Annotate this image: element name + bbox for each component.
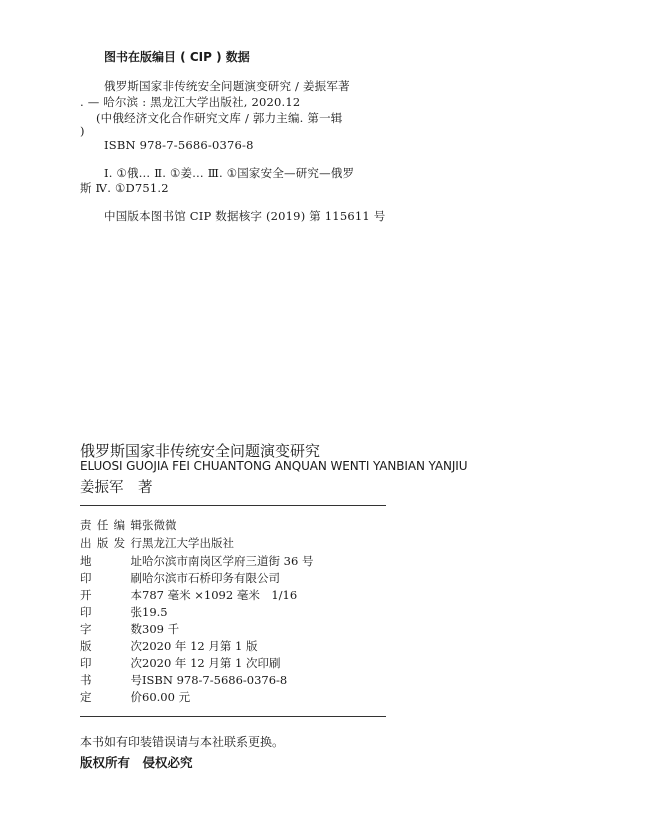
info-row-printer (80, 570, 280, 586)
info-label: 印 张 (80, 605, 142, 619)
info-label: 印 次 (80, 656, 142, 670)
info-row-printing (80, 655, 281, 671)
info-value: 张微微 (142, 518, 177, 532)
info-label: 版 次 (80, 639, 142, 653)
info-label: 出版发行 (80, 536, 142, 550)
book-title-pinyin: ELUOSI GUOJIA FEI CHUANTONG ANQUAN WENTI YANBIAN YANJIU (80, 459, 468, 473)
info-value: 309 千 (142, 622, 180, 636)
info-row-word-count (80, 621, 179, 637)
info-value: 哈尔滨市石桥印务有限公司 (142, 571, 280, 585)
top-divider (80, 505, 386, 506)
info-row-publisher (80, 535, 234, 551)
info-label: 书 号 (80, 673, 142, 687)
cip-heading: 图书在版编目 ( CIP ) 数据 (104, 50, 250, 64)
cip-line-classification: Ⅰ. ①俄… Ⅱ. ①姜… Ⅲ. ①国家安全—研究—俄罗 (104, 166, 355, 180)
cip-line-isbn: ISBN 978-7-5686-0376-8 (104, 138, 254, 152)
info-row-sheets (80, 604, 168, 620)
cip-line-publisher: . — 哈尔滨 : 黑龙江大学出版社, 2020.12 (80, 95, 301, 109)
info-value: 19.5 (142, 605, 168, 619)
info-value: 2020 年 12 月第 1 次印刷 (142, 656, 281, 670)
info-label: 地 址 (80, 554, 142, 568)
info-value: 2020 年 12 月第 1 版 (142, 639, 258, 653)
cip-line-series-close: ) (80, 124, 85, 138)
book-title: 俄罗斯国家非传统安全问题演变研究 (80, 442, 321, 460)
info-label: 责任编辑 (80, 518, 142, 532)
info-row-format (80, 587, 297, 603)
bottom-divider (80, 716, 386, 717)
defect-notice: 本书如有印装错误请与本社联系更换。 (80, 735, 285, 749)
info-value: ISBN 978-7-5686-0376-8 (142, 673, 288, 687)
info-label: 定 价 (80, 690, 142, 704)
info-row-edition (80, 638, 258, 654)
info-value: 60.00 元 (142, 690, 191, 704)
cip-line-record-number: 中国版本图书馆 CIP 数据核字 (2019) 第 115611 号 (104, 209, 386, 223)
cip-line-series: (中俄经济文化合作研究文库 / 郭力主编. 第一辑 (96, 111, 343, 125)
info-label: 开 本 (80, 588, 142, 602)
info-value: 787 毫米 ×1092 毫米 1/16 (142, 588, 298, 602)
copyright-notice: 版权所有 侵权必究 (80, 755, 193, 770)
info-label: 字 数 (80, 622, 142, 636)
info-value: 黑龙江大学出版社 (142, 536, 234, 550)
info-row-isbn (80, 672, 287, 688)
info-row-address (80, 553, 313, 569)
info-row-price (80, 689, 190, 705)
cip-line-classification-cont: 斯 Ⅳ. ①D751.2 (80, 181, 169, 195)
book-author: 姜振军 著 (80, 480, 153, 496)
cip-line-title: 俄罗斯国家非传统安全问题演变研究 / 姜振军著 (104, 79, 350, 93)
info-value: 哈尔滨市南岗区学府三道街 36 号 (142, 554, 314, 568)
info-label: 印 刷 (80, 571, 142, 585)
info-row-editor (80, 517, 177, 533)
